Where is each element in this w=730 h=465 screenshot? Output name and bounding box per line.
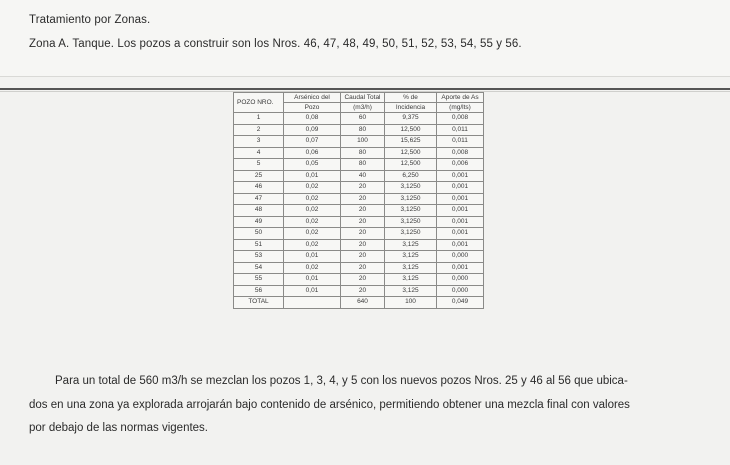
cell-incidencia: 3,1250	[385, 182, 437, 194]
document-header-area	[0, 0, 730, 77]
cell-arsenico: 0,02	[284, 216, 341, 228]
table-row	[234, 182, 484, 194]
cell-aporte: 0,006	[437, 159, 484, 171]
conclusion-paragraph	[29, 370, 709, 441]
cell-aporte: 0,001	[437, 239, 484, 251]
table-row	[234, 113, 484, 125]
cell-caudal: 80	[341, 159, 385, 171]
cell-pozo: 48	[234, 205, 284, 217]
cell-aporte: 0,001	[437, 193, 484, 205]
cell-aporte: 0,008	[437, 147, 484, 159]
cell-arsenico: 0,08	[284, 113, 341, 125]
cell-caudal: 60	[341, 113, 385, 125]
table-row	[234, 205, 484, 217]
cell-total-aporte: 0,049	[437, 297, 484, 309]
cell-arsenico: 0,01	[284, 285, 341, 297]
cell-caudal: 20	[341, 251, 385, 263]
table-row	[234, 216, 484, 228]
cell-pozo: 49	[234, 216, 284, 228]
cell-aporte: 0,001	[437, 182, 484, 194]
cell-caudal: 100	[341, 136, 385, 148]
cell-pozo: 55	[234, 274, 284, 286]
cell-incidencia: 15,625	[385, 136, 437, 148]
cell-incidencia: 3,1250	[385, 205, 437, 217]
cell-arsenico: 0,06	[284, 147, 341, 159]
header-incidencia: % de	[385, 93, 437, 103]
cell-incidencia: 3,125	[385, 239, 437, 251]
table-row	[234, 159, 484, 171]
cell-arsenico: 0,01	[284, 251, 341, 263]
cell-incidencia: 3,125	[385, 285, 437, 297]
cell-arsenico: 0,09	[284, 124, 341, 136]
cell-total-label: TOTAL	[234, 297, 284, 309]
cell-caudal: 20	[341, 239, 385, 251]
cell-pozo: 54	[234, 262, 284, 274]
cell-incidencia: 12,500	[385, 147, 437, 159]
table-body	[234, 113, 484, 309]
header-pozo: POZO NRO.	[234, 93, 284, 113]
cell-arsenico: 0,02	[284, 205, 341, 217]
cell-aporte: 0,001	[437, 262, 484, 274]
paragraph-line-2: dos en una zona ya explorada arrojarán bajo contenido de arsénico, permitiendo obtener una mezcla final con valores	[29, 398, 630, 411]
header-caudal: Caudal Total	[341, 93, 385, 103]
cell-pozo: 1	[234, 113, 284, 125]
cell-incidencia: 3,1250	[385, 228, 437, 240]
cell-aporte: 0,001	[437, 170, 484, 182]
divider-line	[0, 88, 730, 90]
cell-incidencia: 3,1250	[385, 193, 437, 205]
cell-incidencia: 6,250	[385, 170, 437, 182]
cell-aporte: 0,000	[437, 251, 484, 263]
cell-caudal: 40	[341, 170, 385, 182]
cell-caudal: 20	[341, 274, 385, 286]
table-row	[234, 274, 484, 286]
header-arsenico: Arsénico del	[284, 93, 341, 103]
cell-aporte: 0,001	[437, 205, 484, 217]
cell-aporte: 0,011	[437, 136, 484, 148]
cell-arsenico: 0,02	[284, 228, 341, 240]
cell-aporte: 0,001	[437, 228, 484, 240]
cell-pozo: 46	[234, 182, 284, 194]
cell-arsenico: 0,02	[284, 262, 341, 274]
header-incidencia-sub: Incidencia	[385, 103, 437, 113]
cell-pozo: 51	[234, 239, 284, 251]
section-heading: Tratamiento por Zonas.	[29, 14, 151, 26]
cell-aporte: 0,008	[437, 113, 484, 125]
cell-pozo: 4	[234, 147, 284, 159]
cell-incidencia: 3,125	[385, 251, 437, 263]
cell-aporte: 0,001	[437, 216, 484, 228]
table-row	[234, 147, 484, 159]
table-row	[234, 136, 484, 148]
cell-caudal: 80	[341, 147, 385, 159]
cell-pozo: 5	[234, 159, 284, 171]
header-caudal-unit: (m3/h)	[341, 103, 385, 113]
cell-pozo: 25	[234, 170, 284, 182]
cell-pozo: 53	[234, 251, 284, 263]
cell-arsenico: 0,01	[284, 170, 341, 182]
cell-aporte: 0,000	[437, 285, 484, 297]
header-aporte-unit: (mg/lts)	[437, 103, 484, 113]
table-total-row	[234, 297, 484, 309]
header-aporte: Aporte de As	[437, 93, 484, 103]
table-row	[234, 285, 484, 297]
cell-incidencia: 12,500	[385, 159, 437, 171]
cell-total-caudal: 640	[341, 297, 385, 309]
cell-incidencia: 3,125	[385, 262, 437, 274]
cell-caudal: 20	[341, 205, 385, 217]
cell-caudal: 20	[341, 285, 385, 297]
cell-incidencia: 3,1250	[385, 216, 437, 228]
cell-pozo: 2	[234, 124, 284, 136]
cell-aporte: 0,011	[437, 124, 484, 136]
cell-aporte: 0,000	[437, 274, 484, 286]
table-row	[234, 124, 484, 136]
cell-incidencia: 9,375	[385, 113, 437, 125]
header-arsenico-sub: Pozo	[284, 103, 341, 113]
cell-caudal: 20	[341, 228, 385, 240]
paragraph-text-1: Para un total de 560 m3/h se mezclan los pozos 1, 3, 4, y 5 con los nuevos pozos Nros. 25 y 46 al 56 que ubica-	[55, 375, 628, 387]
cell-total-arsenico	[284, 297, 341, 309]
paragraph-line-1	[29, 370, 709, 394]
table-row	[234, 228, 484, 240]
paragraph-line-3: por debajo de las normas vigentes.	[29, 422, 208, 434]
cell-pozo: 47	[234, 193, 284, 205]
cell-pozo: 56	[234, 285, 284, 297]
cell-caudal: 20	[341, 262, 385, 274]
cell-incidencia: 12,500	[385, 124, 437, 136]
table-row	[234, 262, 484, 274]
cell-incidencia: 3,125	[385, 274, 437, 286]
table-row	[234, 239, 484, 251]
cell-arsenico: 0,02	[284, 239, 341, 251]
cell-arsenico: 0,02	[284, 182, 341, 194]
wells-table	[233, 92, 484, 309]
cell-caudal: 20	[341, 193, 385, 205]
zone-description: Zona A. Tanque. Los pozos a construir son los Nros. 46, 47, 48, 49, 50, 51, 52, 53, 54, 55 y 56.	[29, 38, 522, 50]
table-header	[234, 93, 484, 113]
cell-pozo: 3	[234, 136, 284, 148]
cell-total-incidencia: 100	[385, 297, 437, 309]
cell-arsenico: 0,05	[284, 159, 341, 171]
cell-pozo: 50	[234, 228, 284, 240]
table-row	[234, 170, 484, 182]
cell-caudal: 80	[341, 124, 385, 136]
table-row	[234, 251, 484, 263]
cell-arsenico: 0,07	[284, 136, 341, 148]
cell-caudal: 20	[341, 216, 385, 228]
table-row	[234, 193, 484, 205]
cell-caudal: 20	[341, 182, 385, 194]
cell-arsenico: 0,02	[284, 193, 341, 205]
cell-arsenico: 0,01	[284, 274, 341, 286]
